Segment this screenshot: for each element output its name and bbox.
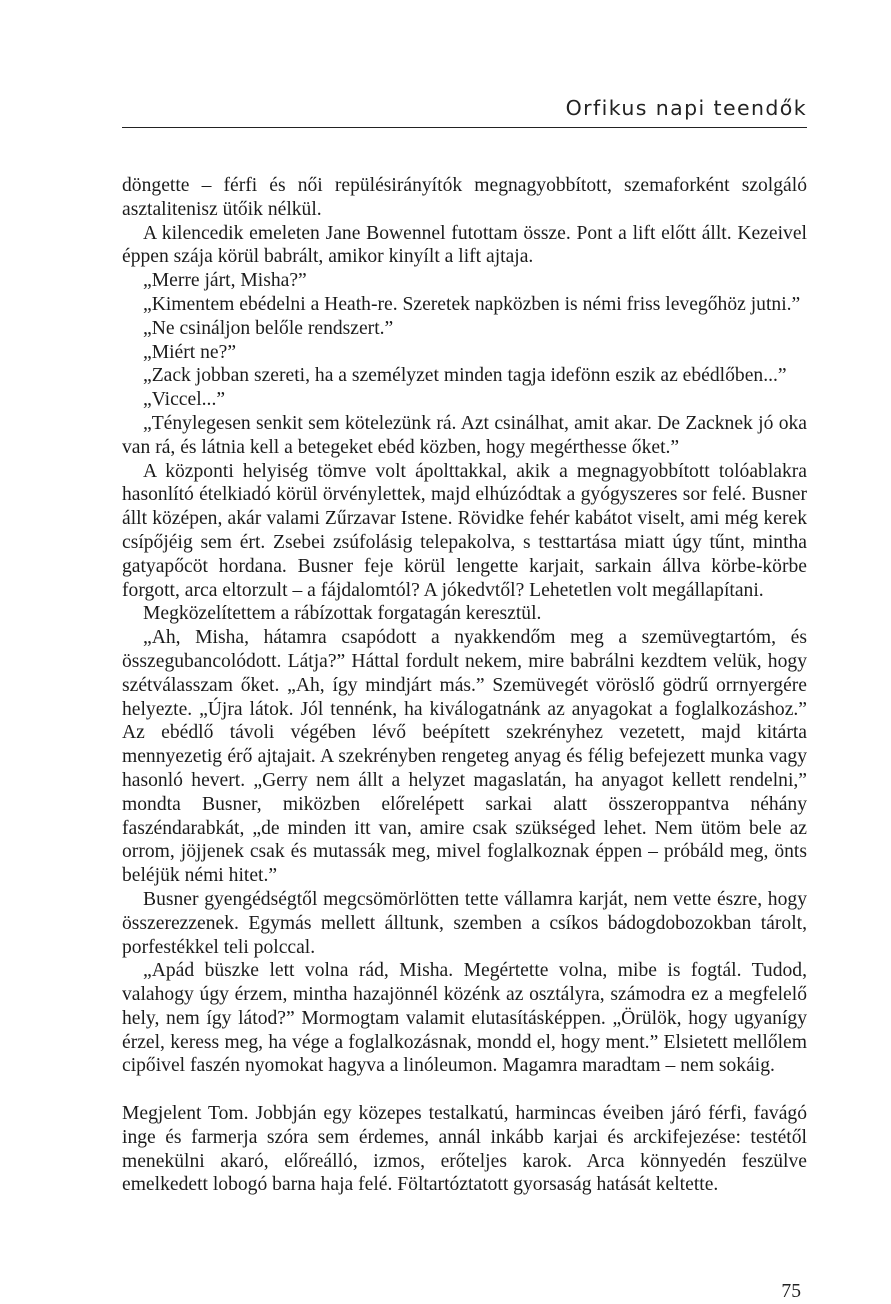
paragraph-2: A kilencedik emeleten Jane Bowennel futottam össze. Pont a lift előtt állt. Kezeivel éppen szája körül babrált, amikor kinyílt a lift ajtaja. bbox=[122, 222, 807, 268]
paragraph-10: A központi helyiség tömve volt ápolttakkal, akik a megnagyobbított tolóablakra hasonlító ételkiadó körül örvénylettek, majd elhúzódtak a gyógyszeres sor felé. Busner állt középen, akár valami Zűrzavar Istene. Rövidke fehér kabátot viselt, ami még kerek csípőjéig sem ért. Zsebei zsúfolásig telepakolva, s testtartása miatt úgy tűnt, mintha gatyapőcöt hordana. Busner feje körül lengette karjait, sarkain állva körbe-körbe forgott, arca eltorzult – a fájdalomtól? A jókedvtől? Lehetetlen volt megállapítani. bbox=[122, 460, 807, 601]
paragraph-7: „Zack jobban szereti, ha a személyzet minden tagja idefönn eszik az ebédlőben...” bbox=[143, 365, 787, 387]
page-number: 75 bbox=[781, 1281, 801, 1302]
paragraph-9: „Ténylegesen senkit sem kötelezünk rá. Azt csinálhat, amit akar. De Zacknek jó oka van rá, és látnia kell a betegeket ebéd közben, hogy megérthesse őket.” bbox=[122, 412, 807, 458]
body-text bbox=[122, 174, 807, 1197]
paragraph-1: döngette – férfi és női repülésirányítók megnagyobbított, szemaforként szolgáló asztalitenisz ütőik nélkül. bbox=[122, 175, 807, 220]
paragraph-5: „Ne csináljon belőle rendszert.” bbox=[143, 317, 394, 339]
running-title: Orfikus napi teendők bbox=[565, 96, 807, 120]
paragraph-8: „Viccel...” bbox=[143, 389, 226, 411]
paragraph-11: Megközelítettem a rábízottak forgatagán keresztül. bbox=[143, 603, 542, 625]
paragraph-15: Megjelent Tom. Jobbján egy közepes testalkatú, harmincas éveiben járó férfi, favágó inge és farmerja szóra sem érdemes, annál inkább karjai és arckifejezése: testétől menekülni akaró, előreálló, izmos, erőteljes karok. Arca könnyedén feszülve emelkedett lobogó barna haja felé. Föltartóztatott gyorsaság hatását keltette. bbox=[122, 1103, 807, 1196]
header-rule bbox=[122, 127, 807, 128]
paragraph-3: „Merre járt, Misha?” bbox=[143, 270, 307, 292]
paragraph-6: „Miért ne?” bbox=[143, 341, 237, 363]
paragraph-12: „Ah, Misha, hátamra csapódott a nyakkendőm meg a szemüvegtartóm, és összegubancolódott. Látja?” Háttal fordult nekem, mire babrálni kezdtem velük, hogy szétválasszam őket. „Ah, így mindjárt más.” Szemüvegét vöröslő gödrű orrnyergére helyezte. „Újra látok. Jól tennénk, ha kiválogatnánk az anyagokat a foglalkozáshoz.” Az ebédlő távoli végében lévő beépített szekrényhez vezetett, majd kitárta mennyezetig érő ajtajait. A szekrényben rengeteg anyag és félig befejezett munka vagy hasonló hevert. „Gerry nem állt a helyzet magaslatán, ha anyagot kellett rendelni,” mondta Busner, miközben előrelépett sarkai alatt összeroppantva néhány faszéndarabkát, „de minden itt van, amire csak szükséged lehet. Nem ütöm bele az orrom, jöjjenek csak és mutassák meg, mivel foglalkoznak éppen – próbáld meg, önts beléjük némi hitet.” bbox=[122, 627, 807, 887]
paragraph-13: Busner gyengédségtől megcsömörlötten tette vállamra karját, nem vette észre, hogy összerezzenek. Egymás mellett álltunk, szemben a csíkos bádogdobozokban tárolt, porfestékkel teli polccal. bbox=[122, 888, 807, 958]
paragraph-4: „Kimentem ebédelni a Heath-re. Szeretek napközben is némi friss levegőhöz jutni.” bbox=[143, 293, 801, 315]
paragraph-14: „Apád büszke lett volna rád, Misha. Megértette volna, mibe is fogtál. Tudod, valahogy úgy érzem, mintha hazajönnél közénk az osztályra, számodra ez a megfelelő hely, nem így látod?” Mormogtam valamit elutasításképpen. „Örülök, hogy ugyanígy érzel, keress meg, ha vége a foglalkozásnak, mondd el, hogy ment.” Elsietett mellőlem cipőivel faszén nyomokat hagyva a linóleumon. Magamra maradtam – nem sokáig. bbox=[122, 960, 807, 1077]
